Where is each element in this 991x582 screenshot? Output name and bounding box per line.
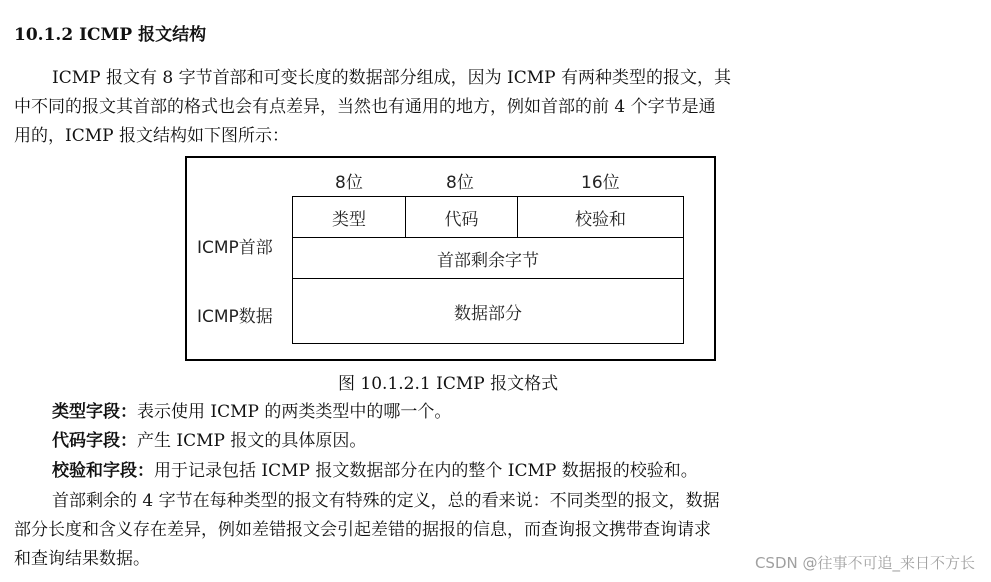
field-type-desc: 表示使用 ICMP 的两类类型中的哪一个。	[137, 402, 452, 422]
rest-of-header-cell: 首部剩余字节	[292, 237, 684, 279]
outro-line-1: 首部剩余的 4 字节在每种类型的报文有特殊的定义，总的看来说：不同类型的报文，数据	[52, 491, 720, 511]
field-checksum-line	[52, 457, 698, 485]
outro-line-3: 和查询结果数据。	[14, 549, 150, 569]
field-type-term: 类型字段：	[52, 402, 137, 422]
section-title: 10.1.2 ICMP 报文结构	[14, 25, 207, 45]
icmp-header-label: ICMP首部	[197, 238, 273, 258]
field-checksum-desc: 用于记录包括 ICMP 报文数据部分在内的整个 ICMP 数据报的校验和。	[154, 461, 698, 481]
field-code-line	[52, 427, 366, 455]
bits-checksum-label: 16位	[581, 173, 620, 193]
icmp-data-label: ICMP数据	[197, 307, 273, 327]
bits-code-label: 8位	[446, 173, 474, 193]
data-section-cell: 数据部分	[292, 278, 684, 344]
figure-caption: 图 10.1.2.1 ICMP 报文格式	[338, 374, 559, 394]
csdn-watermark: CSDN @往事不可追_来日不方长	[754, 554, 975, 572]
type-field-cell: 类型	[292, 196, 406, 238]
field-checksum-term: 校验和字段：	[52, 461, 154, 481]
checksum-field-cell: 校验和	[517, 196, 684, 238]
field-code-desc: 产生 ICMP 报文的具体原因。	[137, 431, 367, 451]
outro-line-2: 部分长度和含义存在差异，例如差错报文会引起差错的据报的信息，而查询报文携带查询请求	[14, 520, 711, 540]
field-type-line	[52, 398, 451, 426]
intro-line-3: 用的，ICMP 报文结构如下图所示：	[14, 126, 289, 146]
intro-line-2: 中不同的报文其首部的格式也会有点差异，当然也有通用的地方，例如首部的前 4 个字节是通	[14, 97, 716, 117]
bits-type-label: 8位	[335, 173, 363, 193]
field-code-term: 代码字段：	[52, 431, 137, 451]
code-field-cell: 代码	[405, 196, 518, 238]
intro-line-1: ICMP 报文有 8 字节首部和可变长度的数据部分组成，因为 ICMP 有两种类型的报文，其	[52, 68, 731, 88]
